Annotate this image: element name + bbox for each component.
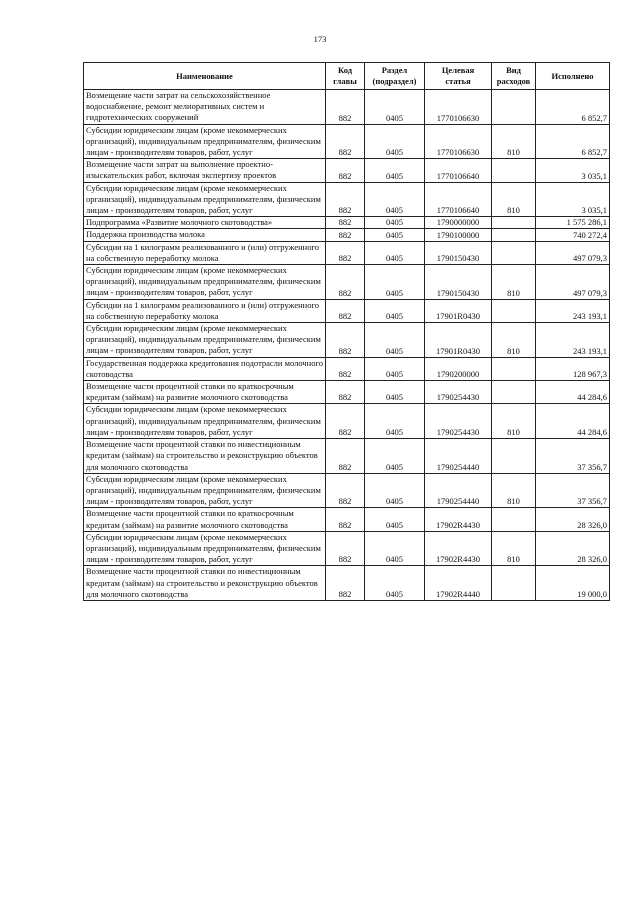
row-section: 0405 bbox=[365, 159, 425, 182]
row-section: 0405 bbox=[365, 265, 425, 300]
row-chapter: 882 bbox=[326, 299, 365, 322]
row-chapter: 882 bbox=[326, 381, 365, 404]
row-target: 17901R0430 bbox=[425, 299, 492, 322]
row-section: 0405 bbox=[365, 404, 425, 439]
header-executed: Исполнено bbox=[536, 63, 610, 90]
row-chapter: 882 bbox=[326, 124, 365, 159]
header-target: Целевая статья bbox=[425, 63, 492, 90]
row-name: Субсидии юридическим лицам (кроме некоммерческих организаций), индивидуальным предпринимателям, физическим лицам - производителям товаров, работ, услуг bbox=[84, 404, 326, 439]
row-amount: 44 284,6 bbox=[536, 381, 610, 404]
row-amount: 19 000,0 bbox=[536, 566, 610, 601]
header-chapter: Код главы bbox=[326, 63, 365, 90]
row-chapter: 882 bbox=[326, 217, 365, 229]
row-target: 1790254430 bbox=[425, 404, 492, 439]
row-name: Возмещение части процентной ставки по инвестиционным кредитам (займам) на строительство и реконструкцию объектов для молочного скотоводства bbox=[84, 439, 326, 474]
row-chapter: 882 bbox=[326, 566, 365, 601]
row-expense-type: 810 bbox=[492, 323, 536, 358]
row-name: Субсидии на 1 килограмм реализованного и (или) отгруженного на собственную переработку молока bbox=[84, 299, 326, 322]
row-target: 1770106630 bbox=[425, 90, 492, 125]
row-chapter: 882 bbox=[326, 159, 365, 182]
row-name: Подпрограмма «Развитие молочного скотоводства» bbox=[84, 217, 326, 229]
header-section: Раздел (подраздел) bbox=[365, 63, 425, 90]
row-amount: 740 272,4 bbox=[536, 229, 610, 241]
row-section: 0405 bbox=[365, 217, 425, 229]
row-target: 1770106640 bbox=[425, 159, 492, 182]
row-name: Субсидии на 1 килограмм реализованного и (или) отгруженного на собственную переработку молока bbox=[84, 241, 326, 264]
table-header-row bbox=[84, 63, 610, 90]
row-section: 0405 bbox=[365, 439, 425, 474]
row-expense-type bbox=[492, 159, 536, 182]
row-amount: 128 967,3 bbox=[536, 357, 610, 380]
row-section: 0405 bbox=[365, 229, 425, 241]
header-expense-type: Вид расходов bbox=[492, 63, 536, 90]
row-amount: 6 852,7 bbox=[536, 90, 610, 125]
row-target: 1790150430 bbox=[425, 241, 492, 264]
row-chapter: 882 bbox=[326, 323, 365, 358]
row-amount: 6 852,7 bbox=[536, 124, 610, 159]
table-row bbox=[84, 473, 610, 508]
row-amount: 243 193,1 bbox=[536, 323, 610, 358]
row-chapter: 882 bbox=[326, 473, 365, 508]
row-expense-type bbox=[492, 439, 536, 474]
row-name: Возмещение части процентной ставки по краткосрочным кредитам (займам) на развитие молочного скотоводства bbox=[84, 508, 326, 531]
row-expense-type: 810 bbox=[492, 265, 536, 300]
row-target: 1790000000 bbox=[425, 217, 492, 229]
row-section: 0405 bbox=[365, 381, 425, 404]
table-row bbox=[84, 381, 610, 404]
row-target: 1790200000 bbox=[425, 357, 492, 380]
row-name: Субсидии юридическим лицам (кроме некоммерческих организаций), индивидуальным предпринимателям, физическим лицам - производителям товаров, работ, услуг bbox=[84, 182, 326, 217]
row-target: 17901R0430 bbox=[425, 323, 492, 358]
table-row bbox=[84, 566, 610, 601]
table-row bbox=[84, 265, 610, 300]
table-row bbox=[84, 531, 610, 566]
page-number: 173 bbox=[313, 34, 327, 44]
row-target: 1790150430 bbox=[425, 265, 492, 300]
table-row bbox=[84, 404, 610, 439]
row-section: 0405 bbox=[365, 566, 425, 601]
row-amount: 497 079,3 bbox=[536, 265, 610, 300]
table-row bbox=[84, 357, 610, 380]
table-row bbox=[84, 439, 610, 474]
table-row bbox=[84, 182, 610, 217]
budget-table bbox=[83, 62, 610, 601]
row-section: 0405 bbox=[365, 508, 425, 531]
row-amount: 28 326,0 bbox=[536, 531, 610, 566]
row-chapter: 882 bbox=[326, 404, 365, 439]
row-name: Субсидии юридическим лицам (кроме некоммерческих организаций), индивидуальным предпринимателям, физическим лицам - производителям товаров, работ, услуг bbox=[84, 265, 326, 300]
row-target: 1790100000 bbox=[425, 229, 492, 241]
table-row bbox=[84, 217, 610, 229]
row-expense-type bbox=[492, 299, 536, 322]
row-expense-type bbox=[492, 217, 536, 229]
row-expense-type bbox=[492, 90, 536, 125]
row-target: 1770106630 bbox=[425, 124, 492, 159]
row-name: Поддержка производства молока bbox=[84, 229, 326, 241]
row-name: Возмещение части процентной ставки по краткосрочным кредитам (займам) на развитие молочного скотоводства bbox=[84, 381, 326, 404]
row-amount: 3 035,1 bbox=[536, 159, 610, 182]
row-chapter: 882 bbox=[326, 508, 365, 531]
row-chapter: 882 bbox=[326, 531, 365, 566]
row-amount: 3 035,1 bbox=[536, 182, 610, 217]
row-expense-type: 810 bbox=[492, 124, 536, 159]
row-chapter: 882 bbox=[326, 90, 365, 125]
row-amount: 37 356,7 bbox=[536, 439, 610, 474]
row-target: 17902R4430 bbox=[425, 531, 492, 566]
row-amount: 44 284,6 bbox=[536, 404, 610, 439]
row-target: 1790254440 bbox=[425, 439, 492, 474]
row-name: Возмещение части затрат на выполнение проектно-изыскательских работ, включая экспертизу проектов bbox=[84, 159, 326, 182]
row-section: 0405 bbox=[365, 90, 425, 125]
row-amount: 37 356,7 bbox=[536, 473, 610, 508]
row-target: 1790254440 bbox=[425, 473, 492, 508]
row-name: Возмещение части процентной ставки по инвестиционным кредитам (займам) на строительство и реконструкцию объектов для молочного скотоводства bbox=[84, 566, 326, 601]
table-row bbox=[84, 229, 610, 241]
row-expense-type bbox=[492, 357, 536, 380]
row-name: Государственная поддержка кредитования подотрасли молочного скотоводства bbox=[84, 357, 326, 380]
row-target: 17902R4430 bbox=[425, 508, 492, 531]
row-section: 0405 bbox=[365, 241, 425, 264]
row-section: 0405 bbox=[365, 357, 425, 380]
row-name: Возмещение части затрат на сельскохозяйственное водоснабжение, ремонт мелиоративных систем и гидротехнических сооружений bbox=[84, 90, 326, 125]
row-expense-type bbox=[492, 381, 536, 404]
row-target: 1790254430 bbox=[425, 381, 492, 404]
row-name: Субсидии юридическим лицам (кроме некоммерческих организаций), индивидуальным предпринимателям, физическим лицам - производителям товаров, работ, услуг bbox=[84, 473, 326, 508]
row-expense-type: 810 bbox=[492, 473, 536, 508]
row-section: 0405 bbox=[365, 299, 425, 322]
row-expense-type bbox=[492, 241, 536, 264]
table-row bbox=[84, 241, 610, 264]
row-target: 1770106640 bbox=[425, 182, 492, 217]
table-row bbox=[84, 159, 610, 182]
row-section: 0405 bbox=[365, 531, 425, 566]
row-section: 0405 bbox=[365, 124, 425, 159]
row-section: 0405 bbox=[365, 182, 425, 217]
header-name: Наименование bbox=[84, 63, 326, 90]
row-target: 17902R4440 bbox=[425, 566, 492, 601]
row-expense-type bbox=[492, 229, 536, 241]
table-row bbox=[84, 323, 610, 358]
row-chapter: 882 bbox=[326, 265, 365, 300]
row-amount: 28 326,0 bbox=[536, 508, 610, 531]
row-expense-type: 810 bbox=[492, 404, 536, 439]
row-name: Субсидии юридическим лицам (кроме некоммерческих организаций), индивидуальным предпринимателям, физическим лицам - производителям товаров, работ, услуг bbox=[84, 531, 326, 566]
row-chapter: 882 bbox=[326, 357, 365, 380]
row-expense-type: 810 bbox=[492, 182, 536, 217]
table-row bbox=[84, 124, 610, 159]
row-expense-type bbox=[492, 508, 536, 531]
row-chapter: 882 bbox=[326, 439, 365, 474]
table-row bbox=[84, 508, 610, 531]
row-chapter: 882 bbox=[326, 241, 365, 264]
row-amount: 497 079,3 bbox=[536, 241, 610, 264]
table-row bbox=[84, 299, 610, 322]
row-name: Субсидии юридическим лицам (кроме некоммерческих организаций), индивидуальным предпринимателям, физическим лицам - производителям товаров, работ, услуг bbox=[84, 124, 326, 159]
row-chapter: 882 bbox=[326, 182, 365, 217]
row-expense-type bbox=[492, 566, 536, 601]
row-amount: 1 575 286,1 bbox=[536, 217, 610, 229]
row-name: Субсидии юридическим лицам (кроме некоммерческих организаций), индивидуальным предпринимателям, физическим лицам - производителям товаров, работ, услуг bbox=[84, 323, 326, 358]
table-row bbox=[84, 90, 610, 125]
row-chapter: 882 bbox=[326, 229, 365, 241]
row-section: 0405 bbox=[365, 473, 425, 508]
row-expense-type: 810 bbox=[492, 531, 536, 566]
row-section: 0405 bbox=[365, 323, 425, 358]
row-amount: 243 193,1 bbox=[536, 299, 610, 322]
